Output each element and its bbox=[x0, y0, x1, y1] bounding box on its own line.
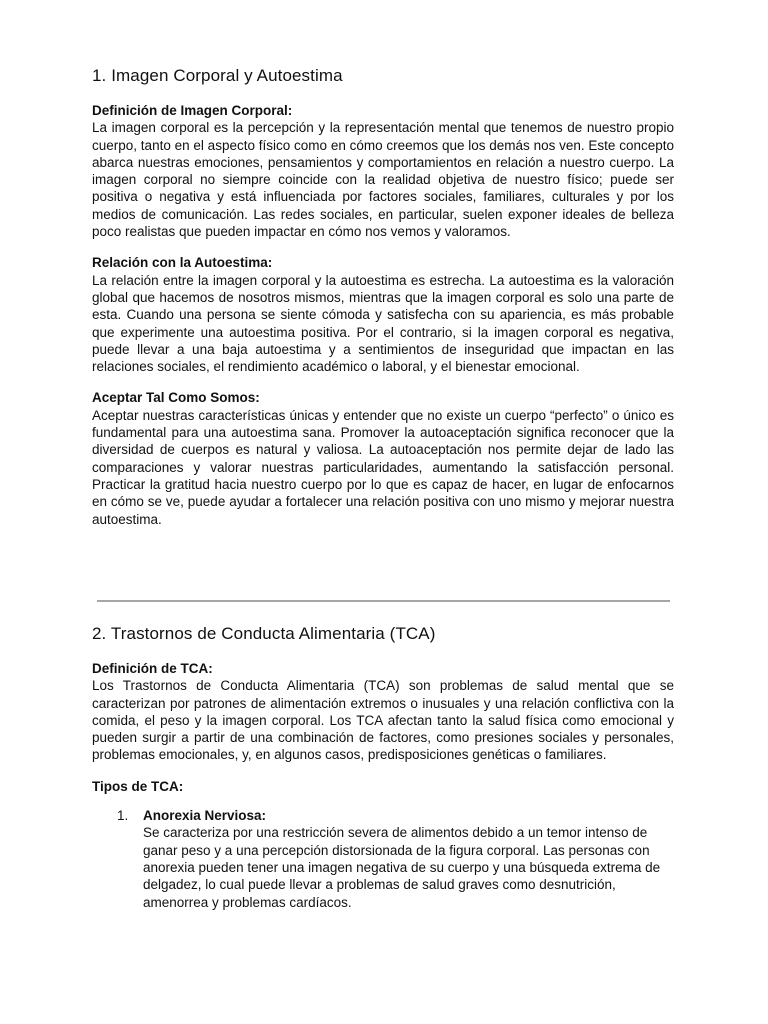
list-item-title: Anorexia Nerviosa: bbox=[143, 808, 267, 824]
tca-types-list bbox=[92, 807, 674, 911]
definition-block bbox=[92, 102, 674, 240]
block-title: Relación con la Autoestima: bbox=[92, 255, 273, 271]
section-heading: 2. Trastornos de Conducta Alimentaria (TCA) bbox=[92, 624, 436, 643]
block-title: Definición de TCA: bbox=[92, 661, 213, 676]
block-paragraph: Aceptar nuestras características únicas y entender que no existe un cuerpo “perfecto” o único es fundamental para una autoestima sana. Promover la autoaceptación significa reconocer que la diversidad de cuerpos es natural y valiosa. La autoaceptación nos permite dejar de lado las comparaciones y valorar nuestras particularidades, aumentando la satisfacción personal. Practicar la gratitud hacia nuestro cuerpo por lo que es capaz de hacer, en lugar de enfocarnos en cómo se ve, puede ayudar a fortalecer una relación positiva con uno mismo y mejorar nuestra autoestima. bbox=[92, 407, 674, 527]
block-paragraph: La imagen corporal es la percepción y la representación mental que tenemos de nuestro propio cuerpo, tanto en el aspecto físico como en cómo creemos que los demás nos ven. Este concepto abarca nuestras emociones, pensamientos y comportamientos en relación a nuestro cuerpo. La imagen corporal no siempre coincide con la realidad objetiva de nuestro físico; puede ser positiva o negativa y está influenciada por factores sociales, familiares, culturales y por los medios de comunicación. Las redes sociales, en particular, suelen exponer ideales de belleza poco realistas que pueden impactar en cómo nos vemos y valoramos. bbox=[92, 120, 674, 240]
relation-block bbox=[92, 254, 674, 375]
section-heading: 1. Imagen Corporal y Autoestima bbox=[92, 66, 343, 85]
section-divider bbox=[97, 600, 670, 602]
tca-definition-block bbox=[92, 660, 674, 764]
list-item bbox=[92, 807, 674, 911]
block-paragraph: La relación entre la imagen corporal y la autoestima es estrecha. La autoestima es la valoración global que hacemos de nosotros mismos, mientras que la imagen corporal es solo una parte de esta. Cuando una persona se siente cómoda y satisfecha con su apariencia, es más probable que experimente una autoestima positiva. Por el contrario, si la imagen corporal es negativa, puede llevar a una baja autoestima y a sentimientos de inseguridad que impactan en las relaciones sociales, el rendimiento académico o laboral, y el bienestar emocional. bbox=[92, 272, 674, 375]
section-imagen-corporal bbox=[92, 64, 674, 528]
block-title: Tipos de TCA: bbox=[92, 778, 184, 794]
block-paragraph: Los Trastornos de Conducta Alimentaria (TCA) son problemas de salud mental que se caracterizan por patrones de alimentación extremos o inusuales y una relación conflictiva con la comida, el peso y la imagen corporal. Los TCA afectan tanto la salud física como emocional y pueden surgir a partir de una combinación de factores, como presiones sociales y personales, problemas emocionales, y, en algunos casos, predisposiciones genéticas o familiares. bbox=[92, 678, 674, 763]
block-title: Aceptar Tal Como Somos: bbox=[92, 390, 260, 406]
list-number: 1. bbox=[117, 808, 129, 824]
section-tca bbox=[92, 622, 674, 911]
tca-types-block bbox=[92, 778, 674, 911]
list-item-text: Se caracteriza por una restricción severa de alimentos debido a un temor intenso de ganar peso y a una percepción distorsionada de la figura corporal. Las personas con anorexia pueden tener una imagen negativa de su cuerpo y una búsqueda extrema de delgadez, lo cual puede llevar a problemas de salud graves como desnutrición, amenorrea y problemas cardíacos. bbox=[143, 825, 661, 910]
block-title: Definición de Imagen Corporal: bbox=[92, 103, 293, 118]
list-item-body bbox=[143, 807, 674, 911]
acceptance-block bbox=[92, 389, 674, 527]
